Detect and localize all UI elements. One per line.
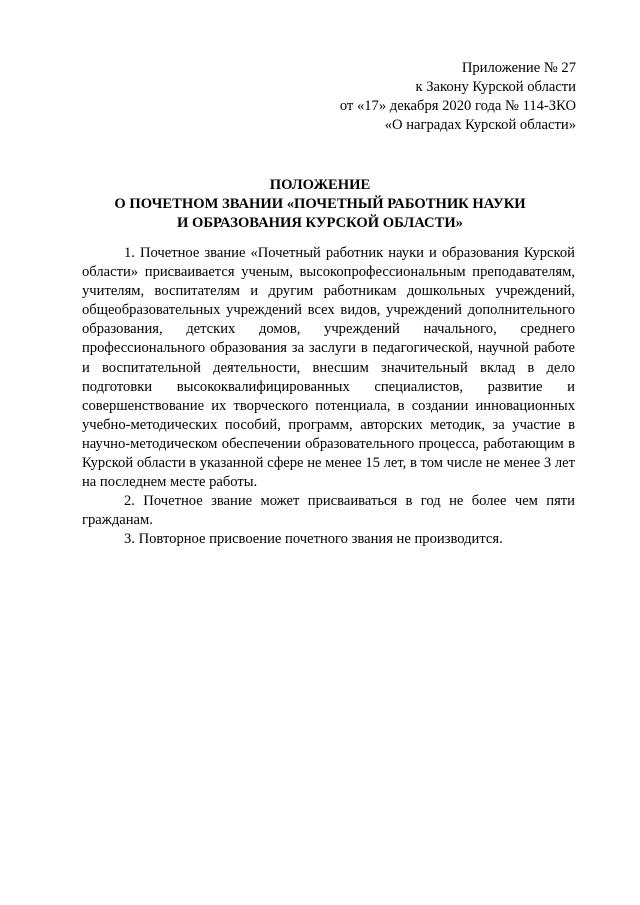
paragraph-1: 1. Почетное звание «Почетный работник науки и образования Курской области» присваивается ученым, высокопрофессиональным преподавателям, учителям, воспитателям и другим работникам дошкольных учреждений, общеобразовательных учреждений всех видов, учреждений дополнительного образования, детских домов, учреждений начального, среднего профессионального образования за заслуги в педагогической, научной работе и воспитательной деятельности, внесшим значительный вклад в дело подготовки высококвалифицированных специалистов, развитие и совершенствование их творческого потенциала, в создании инновационных учебно-методических пособий, программ, авторских методик, за участие в научно-методическом обеспечении образовательного процесса, работающим в Курской области в указанной сфере не менее 15 лет, в том числе не менее 3 лет на последнем месте работы. [82, 245, 575, 491]
appendix-law-title: «О наградах Курской области» [384, 117, 576, 133]
title-line-1: ПОЛОЖЕНИЕ [269, 177, 371, 193]
appendix-header [340, 59, 576, 135]
appendix-law-date: от «17» декабря 2020 года № 114-ЗКО [339, 98, 576, 114]
paragraph-2: 2. Почетное звание может присваиваться в год не более чем пяти гражданам. [82, 493, 575, 529]
title-line-2: О ПОЧЕТНОМ ЗВАНИИ «ПОЧЕТНЫЙ РАБОТНИК НАУКИ [114, 196, 526, 212]
appendix-law-reference: к Закону Курской области [415, 79, 576, 95]
document-title [60, 176, 580, 233]
paragraph-3: 3. Повторное присвоение почетного звания не производится. [124, 531, 503, 548]
title-line-3: И ОБРАЗОВАНИЯ КУРСКОЙ ОБЛАСТИ» [177, 215, 463, 231]
document-body [82, 244, 575, 550]
appendix-number: Приложение № 27 [461, 60, 576, 76]
